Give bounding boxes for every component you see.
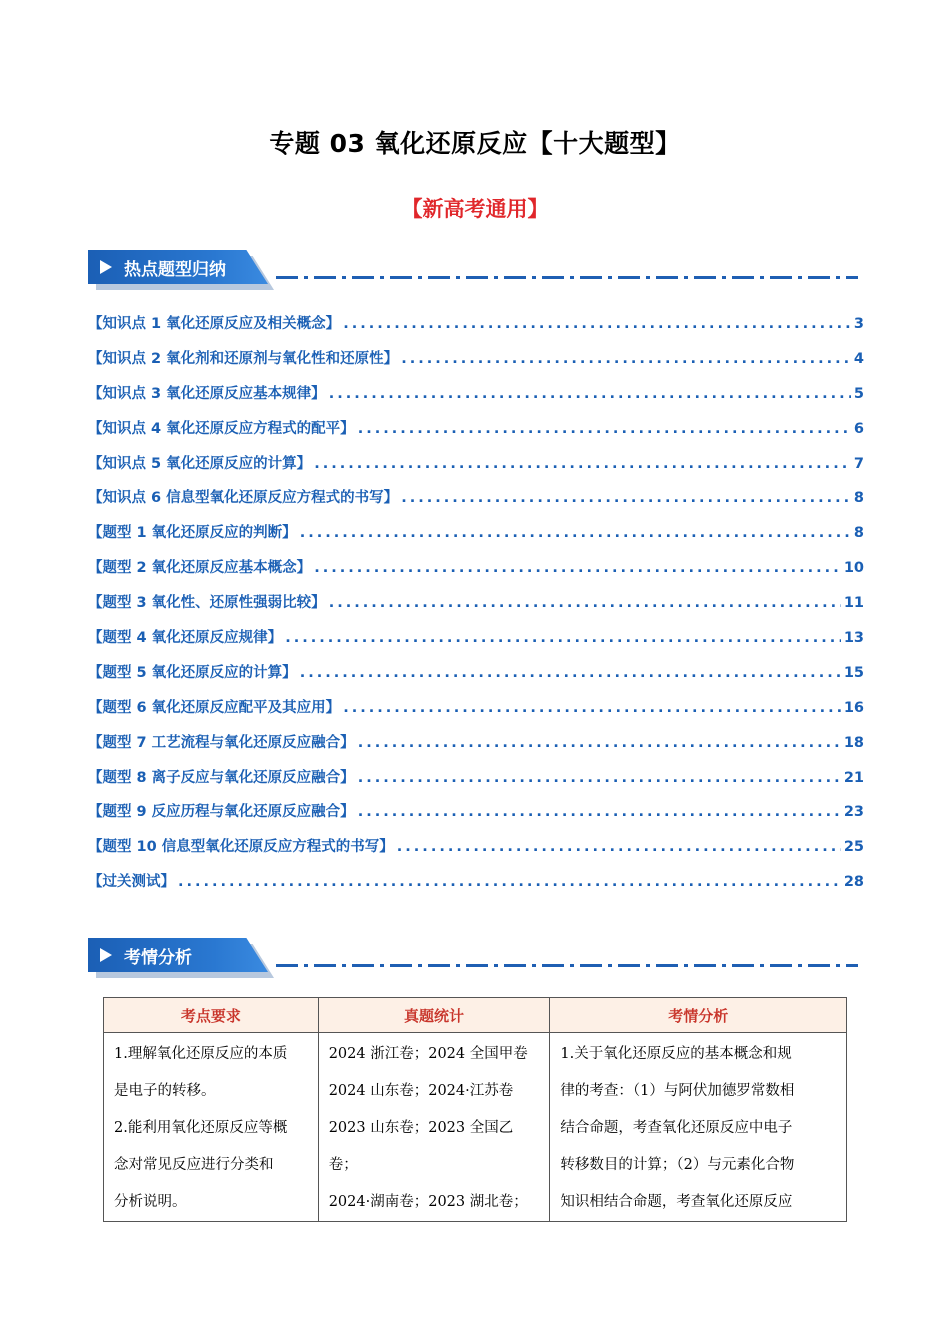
table-of-contents: [88, 312, 864, 905]
toc-item-page: 5: [853, 385, 864, 402]
toc-leader-dots: [329, 386, 851, 402]
page-subtitle: 【新高考通用】: [401, 197, 549, 221]
toc-leader-dots: [401, 490, 851, 506]
toc-item-page: 16: [843, 699, 864, 716]
toc-item-page: 18: [843, 734, 864, 751]
toc-item[interactable]: [88, 312, 864, 347]
toc-item[interactable]: [88, 486, 864, 521]
toc-item-label: 【题型 1 氧化还原反应的判断】: [88, 525, 297, 542]
toc-item[interactable]: [88, 382, 864, 417]
cell-text: 2024 山东卷；2024·江苏卷: [328, 1083, 514, 1099]
play-arrow-icon: [100, 948, 112, 962]
toc-item-page: 4: [853, 350, 864, 367]
table-cell-requirements: [104, 1033, 319, 1222]
toc-item-label: 【题型 5 氧化还原反应的计算】: [88, 664, 297, 681]
toc-item-label: 【题型 4 氧化还原反应规律】: [88, 630, 283, 647]
cell-text: 转移数目的计算；（2）与元素化合物: [560, 1157, 795, 1173]
cell-text: 2024·湖南卷；2023 湖北卷；: [328, 1194, 528, 1210]
column-header: 考情分析: [550, 998, 847, 1033]
toc-item-label: 【知识点 6 信息型氧化还原反应方程式的书写】: [88, 490, 399, 507]
toc-item[interactable]: [88, 835, 864, 870]
toc-section-header: [88, 250, 858, 284]
toc-item-label: 【知识点 1 氧化还原反应及相关概念】: [88, 316, 341, 332]
toc-item-label: 【题型 8 离子反应与氧化还原反应融合】: [88, 769, 355, 786]
cell-text: 1.理解氧化还原反应的本质: [114, 1046, 288, 1062]
toc-leader-dots: [314, 560, 841, 576]
toc-leader-dots: [401, 351, 851, 367]
toc-item-label: 【题型 6 氧化还原反应配平及其应用】: [88, 699, 341, 716]
toc-item-page: 8: [853, 525, 864, 542]
toc-item-page: 15: [843, 664, 864, 681]
section-title: 热点题型归纳: [124, 260, 226, 280]
toc-item-label: 【知识点 2 氧化剂和还原剂与氧化性和还原性】: [88, 350, 399, 367]
toc-item[interactable]: [88, 347, 864, 382]
toc-leader-dots: [358, 735, 841, 751]
toc-item[interactable]: [88, 800, 864, 835]
cell-text: 结合命题，考查氧化还原反应中电子: [560, 1120, 793, 1136]
toc-item[interactable]: [88, 661, 864, 696]
toc-item-page: 28: [843, 874, 864, 891]
analysis-section-header: [88, 938, 858, 972]
play-arrow-icon: [100, 260, 112, 274]
dash-divider: [276, 964, 858, 967]
cell-text: 2023 山东卷；2023 全国乙: [328, 1120, 514, 1136]
toc-leader-dots: [314, 456, 851, 472]
column-header: 真题统计: [318, 998, 550, 1033]
cell-text: 知识相结合命题，考查氧化还原反应: [560, 1194, 793, 1210]
toc-item[interactable]: [88, 521, 864, 556]
toc-item-page: 3: [853, 316, 864, 332]
dash-divider: [276, 276, 858, 279]
toc-leader-dots: [358, 804, 841, 820]
toc-item-label: 【知识点 3 氧化还原反应基本规律】: [88, 385, 326, 402]
table-header-row: [104, 998, 847, 1033]
cell-text: 2024 浙江卷；2024 全国甲卷: [328, 1046, 528, 1062]
toc-item[interactable]: [88, 417, 864, 452]
table-cell-analysis: [550, 1033, 847, 1222]
toc-item-label: 【知识点 4 氧化还原反应方程式的配平】: [88, 420, 355, 437]
toc-item-page: 8: [853, 490, 864, 507]
toc-item-label: 【题型 3 氧化性、还原性强弱比较】: [88, 595, 326, 612]
toc-item-page: 25: [843, 839, 864, 856]
toc-item[interactable]: [88, 452, 864, 487]
toc-item-page: 13: [843, 630, 864, 647]
cell-text: 卷；: [328, 1157, 358, 1173]
table-cell-statistics: [318, 1033, 550, 1222]
toc-item[interactable]: [88, 766, 864, 801]
page-title: 专题 03 氧化还原反应【十大题型】: [269, 129, 681, 158]
cell-text: 分析说明。: [114, 1194, 187, 1210]
toc-leader-dots: [178, 874, 841, 890]
analysis-table: [103, 997, 847, 1222]
toc-leader-dots: [300, 665, 841, 681]
toc-item[interactable]: [88, 731, 864, 766]
column-header: 考点要求: [104, 998, 319, 1033]
toc-item[interactable]: [88, 626, 864, 661]
toc-item[interactable]: [88, 870, 864, 905]
toc-item-label: 【知识点 5 氧化还原反应的计算】: [88, 455, 312, 472]
toc-item-label: 【题型 9 反应历程与氧化还原反应融合】: [88, 804, 355, 821]
toc-item-page: 21: [843, 769, 864, 786]
toc-item[interactable]: [88, 556, 864, 591]
toc-item-page: 10: [843, 560, 864, 577]
cell-text: 是电子的转移。: [114, 1083, 216, 1099]
toc-item-page: 6: [853, 420, 864, 437]
toc-leader-dots: [358, 770, 841, 786]
toc-leader-dots: [358, 421, 851, 437]
toc-item-label: 【题型 10 信息型氧化还原反应方程式的书写】: [88, 839, 394, 856]
toc-leader-dots: [300, 525, 851, 541]
table-row: [104, 1033, 847, 1222]
section-title: 考情分析: [124, 948, 192, 968]
toc-leader-dots: [397, 839, 841, 855]
toc-leader-dots: [343, 316, 851, 332]
toc-item-label: 【过关测试】: [88, 874, 175, 891]
toc-item-page: 11: [843, 595, 864, 612]
cell-text: 念对常见反应进行分类和: [114, 1157, 274, 1173]
cell-text: 1.关于氧化还原反应的基本概念和规: [560, 1046, 792, 1062]
toc-leader-dots: [285, 630, 841, 646]
cell-text: 2.能利用氧化还原反应等概: [114, 1120, 288, 1136]
toc-item-label: 【题型 2 氧化还原反应基本概念】: [88, 560, 312, 577]
toc-leader-dots: [329, 595, 841, 611]
toc-item[interactable]: [88, 591, 864, 626]
toc-item-page: 7: [853, 455, 864, 472]
toc-leader-dots: [343, 700, 841, 716]
toc-item-page: 23: [843, 804, 864, 821]
toc-item-label: 【题型 7 工艺流程与氧化还原反应融合】: [88, 734, 355, 751]
cell-text: 律的考查：（1）与阿伏加德罗常数相: [560, 1083, 795, 1099]
toc-item[interactable]: [88, 696, 864, 731]
